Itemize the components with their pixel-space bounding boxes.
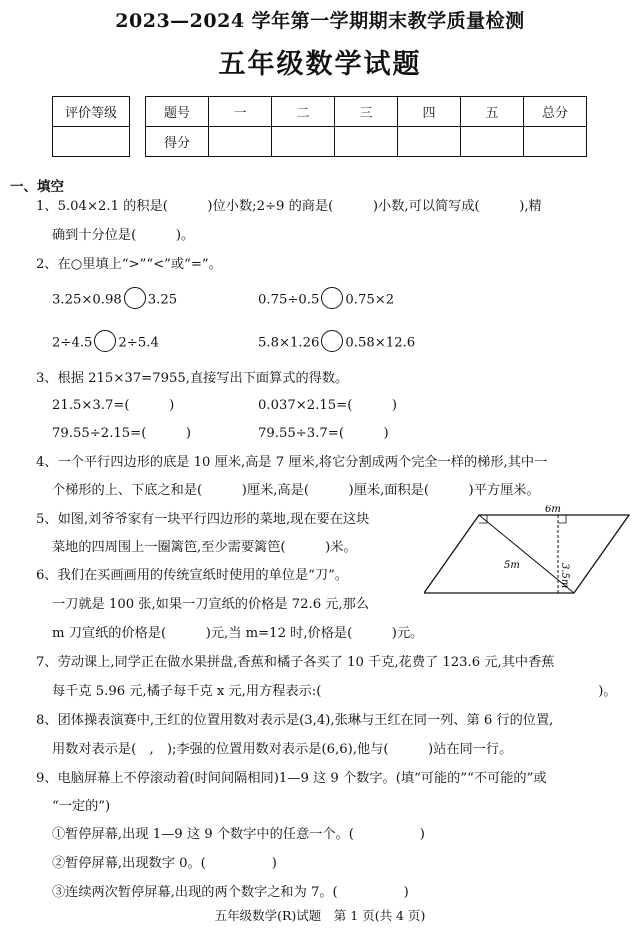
compare-right: 2÷5.4 <box>118 335 159 351</box>
calc-item-d: 79.55÷3.7=( ) <box>258 426 389 441</box>
calc-item-c: 79.55÷2.15=( ) <box>52 426 192 441</box>
compare-left: 0.75÷0.5 <box>258 292 320 308</box>
question-9-line-1: 9、电脑屏幕上不停滚动着(时间间隔相同)1—9 这 9 个数字。(填“可能的”“不可能的”或 <box>36 771 547 786</box>
score-header-row <box>146 97 587 127</box>
compare-left: 2÷4.5 <box>52 335 93 351</box>
score-row-label: 得分 <box>146 127 209 157</box>
question-9-item-1: ①暂停屏幕,出现 1—9 这 9 个数字中的任意一个。( ) <box>52 827 425 842</box>
question-6-line-1: 6、我们在买画画用的传统宣纸时使用的单位是“刀”。 <box>36 568 348 583</box>
score-cell <box>461 127 524 157</box>
compare-item-d <box>258 334 415 352</box>
score-cell <box>335 127 398 157</box>
question-8-line-1: 8、团体操表演赛中,王红的位置用数对表示是(3,4),张琳与王红在同一列、第 6 行的位置, <box>36 713 554 728</box>
section-heading: 一、填空 <box>10 179 64 195</box>
eval-label-cell: 评价等级 <box>53 97 130 127</box>
question-6-line-3: m 刀宣纸的价格是( )元,当 m=12 时,价格是( )元。 <box>52 626 424 641</box>
question-1-line-2: 确到十分位是( )。 <box>52 228 195 243</box>
score-header-cell: 总分 <box>524 97 587 127</box>
score-cell <box>272 127 335 157</box>
question-5-line-2: 菜地的四周围上一圈篱笆,至少需要篱笆( )米。 <box>52 540 357 555</box>
score-cell <box>398 127 461 157</box>
question-4-line-1: 4、一个平行四边形的底是 10 厘米,高是 7 厘米,将它分割成两个完全一样的梯形,其中一 <box>36 455 548 470</box>
page-footer: 五年级数学(R)试题 第 1 页(共 4 页) <box>214 908 426 923</box>
question-9-item-2: ②暂停屏幕,出现数字 0。( ) <box>52 856 277 871</box>
calc-item-b: 0.037×2.15=( ) <box>258 398 398 413</box>
compare-left: 3.25×0.98 <box>52 292 122 308</box>
height-label: 3.5m <box>559 563 570 589</box>
score-table <box>145 96 587 157</box>
score-header-cell: 五 <box>461 97 524 127</box>
top-side-label: 6m <box>545 505 561 515</box>
question-7-line-1: 7、劳动课上,同学正在做水果拼盘,香蕉和橘子各买了 10 千克,花费了 123.6 元,其中香蕉 <box>36 655 555 670</box>
question-5-line-1: 5、如图,刘爷爷家有一块平行四边形的菜地,现在要在这块 <box>36 512 370 527</box>
score-value-row <box>146 127 587 157</box>
compare-left: 5.8×1.26 <box>258 335 320 351</box>
score-header-cell: 四 <box>398 97 461 127</box>
evaluation-table <box>52 96 130 157</box>
compare-item-c <box>52 334 159 352</box>
question-9-item-3: ③连续两次暂停屏幕,出现的两个数字之和为 7。( ) <box>52 885 409 900</box>
question-4-line-2: 个梯形的上、下底之和是( )厘米,高是( )厘米,面积是( )平方厘米。 <box>52 483 540 498</box>
answer-circle[interactable] <box>94 330 116 352</box>
score-header-cell: 一 <box>209 97 272 127</box>
score-cell <box>524 127 587 157</box>
score-cell <box>209 127 272 157</box>
score-header-cell: 三 <box>335 97 398 127</box>
answer-circle[interactable] <box>124 287 146 309</box>
question-1-line-1: 1、5.04×2.1 的积是( )位小数;2÷9 的商是( )小数,可以简写成( ),精 <box>36 199 542 214</box>
score-header-cell: 二 <box>272 97 335 127</box>
compare-item-a <box>52 291 177 309</box>
question-3-line-1: 3、根据 215×37=7955,直接写出下面算式的得数。 <box>36 371 349 386</box>
diagonal-label: 5m <box>504 560 520 571</box>
compare-item-b <box>258 291 394 309</box>
question-7-line-2: 每千克 5.96 元,橘子每千克 x 元,用方程表示:( )。 <box>52 684 617 699</box>
question-6-line-2: 一刀就是 100 张,如果一刀宣纸的价格是 72.6 元,那么 <box>52 597 370 612</box>
exam-title: 2023—2024 学年第一学期期末教学质量检测 <box>115 10 525 32</box>
answer-circle[interactable] <box>321 330 343 352</box>
compare-right: 0.58×12.6 <box>345 335 416 351</box>
exam-subtitle: 五年级数学试题 <box>218 49 422 80</box>
eval-value-cell <box>53 127 130 157</box>
compare-right: 0.75×2 <box>345 292 395 308</box>
answer-circle[interactable] <box>321 287 343 309</box>
calc-item-a: 21.5×3.7=( ) <box>52 398 175 413</box>
compare-right: 3.25 <box>147 292 178 308</box>
question-9-line-2: “一定的”) <box>52 799 111 814</box>
question-2-line-1: 2、在○里填上“>”“<”或“=”。 <box>36 257 222 272</box>
parallelogram-figure <box>424 505 634 600</box>
question-8-line-2: 用数对表示是( , );李强的位置用数对表示是(6,6),他与( )站在同一行。 <box>52 742 513 757</box>
score-header-cell: 题号 <box>146 97 209 127</box>
